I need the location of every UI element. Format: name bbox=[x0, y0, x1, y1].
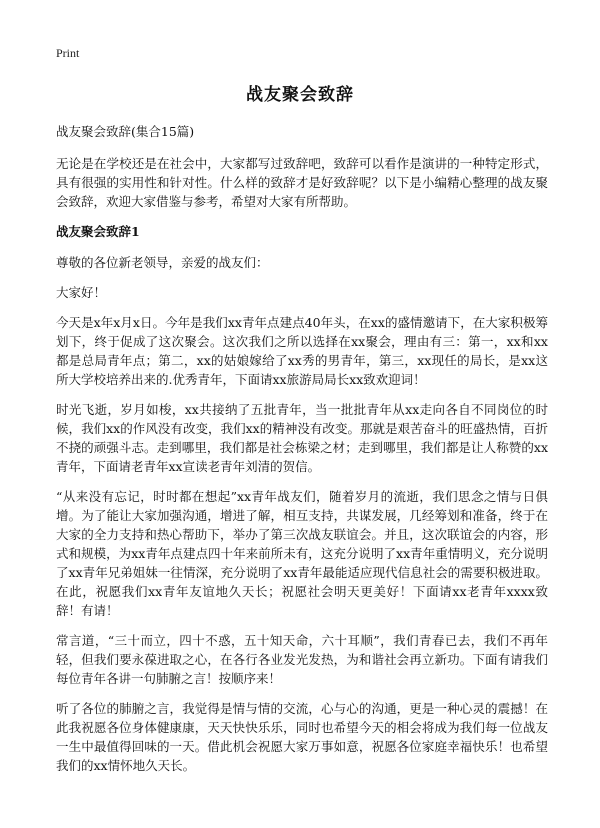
greeting-paragraph: 大家好！ bbox=[56, 285, 107, 300]
document-subtitle: 战友聚会致辞(集合15篇) bbox=[56, 124, 195, 139]
salutation-paragraph: 尊敬的各位新老领导，亲爱的战友们： bbox=[56, 255, 269, 270]
section-heading: 战友聚会致辞1 bbox=[56, 224, 140, 239]
body-paragraph: 常言道，“三十而立，四十不惑，五十知天命，六十耳顺”，我们青春已去，我们不再年轻，但我们要永葆进取之心，在各行各业发光发热，为和谐社会再立新功。下面有请我们每位青年各讲一句肺腑之言！按顺序来！ bbox=[56, 633, 548, 686]
body-paragraph: 时光飞逝，岁月如梭，xx共接纳了五批青年，当一批批青年从xx走向各自不同岗位的时候，我们xx的作风没有改变，我们xx的精神没有改变。那就是艰苦奋斗的旺盛热情，百折不挠的顽强斗志。走到哪里，我们都是社会栋梁之材；走到哪里，我们都是让人称赞的xx青年，下面请老青年xx宣读老青年刘清的贺信。 bbox=[56, 402, 548, 474]
body-paragraph: “从来没有忘记，时时都在想起”xx青年战友们，随着岁月的流逝，我们思念之情与日俱增。为了能让大家加强沟通，增进了解，相互支持，共谋发展，几经筹划和准备，终于在大家的全力支持和热心帮助下，举办了第三次战友联谊会。并且，这次联谊会的内容，形式和规模，为xx青年点建点四十年来前所未有，这充分说明了xx青年重情明义，充分说明了xx青年兄弟姐妹一往情深，充分说明了xx青年最能适应现代信息社会的需要积极进取。在此，祝愿我们xx青年友谊地久天长；祝愿社会明天更美好！下面请xx老青年xxxx致辞！有请！ bbox=[56, 489, 548, 618]
body-paragraph: 今天是x年x月x日。今年是我们xx青年点建点40年头，在xx的盛情邀请下，在大家积极筹划下，终于促成了这次聚会。这次我们之所以选择在xx聚会，理由有三：第一，xx和xx都是总局青年点；第二，xx的姑娘嫁给了xx秀的男青年，第三，xx现任的局长，是xx这所大学校培养出来的.优秀青年，下面请xx旅游局局长xx致欢迎词！ bbox=[56, 315, 548, 387]
closing-paragraph: 听了各位的肺腑之言，我觉得是情与情的交流，心与心的沟通，更是一种心灵的震撼！在此我祝愿各位身体健康康，天天快快乐乐，同时也希望今天的相会将成为我们每一位战友一生中最值得回味的一天。借此机会祝愿大家万事如意，祝愿各位家庭幸福快乐！也希望我们的xx情怀地久天长。 bbox=[56, 701, 548, 773]
print-link[interactable]: Print bbox=[56, 46, 80, 60]
page-title: 战友聚会致辞 bbox=[246, 85, 354, 105]
document-body bbox=[56, 122, 548, 786]
intro-paragraph: 无论是在学校还是在社会中，大家都写过致辞吧，致辞可以看作是演讲的一种特定形式，具有很强的实用性和针对性。什么样的致辞才是好致辞呢？以下是小编精心整理的战友聚会致辞，欢迎大家借鉴与参考，希望对大家有所帮助。 bbox=[56, 156, 548, 209]
